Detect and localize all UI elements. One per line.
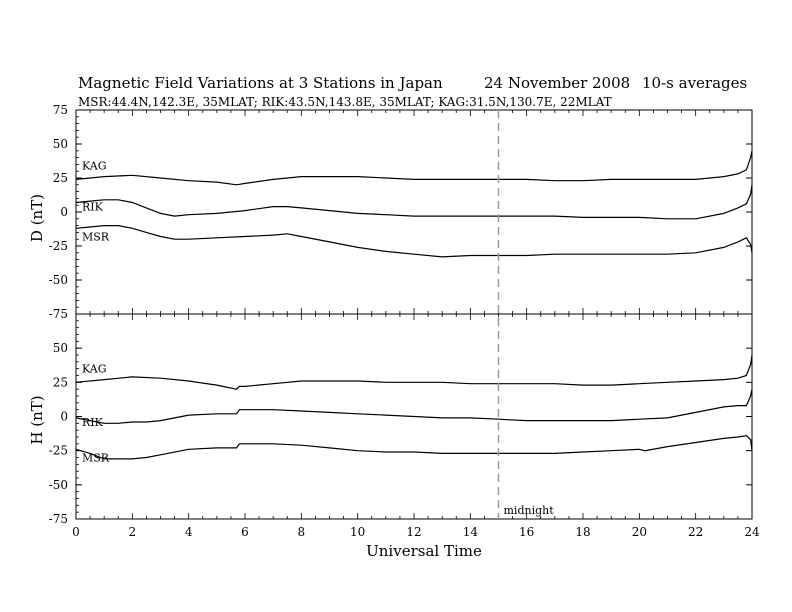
y-tick-label: -75 (48, 307, 68, 321)
midnight-label: midnight (503, 504, 554, 517)
x-tick-label: 22 (688, 525, 704, 539)
series-line-kag (76, 151, 752, 185)
y-tick-label: 25 (52, 171, 68, 185)
series-label-kag: KAG (82, 362, 107, 376)
y-tick-label: 75 (52, 103, 68, 117)
y-tick-label: 25 (52, 375, 68, 390)
series-label-rik: RIK (82, 200, 103, 214)
plot-layer (49, 103, 760, 539)
y-tick-label: -75 (48, 512, 68, 526)
series-label-msr: MSR (82, 451, 110, 465)
y-tick-label: -25 (48, 239, 68, 253)
y-tick-label: -25 (48, 443, 68, 458)
x-tick-label: 0 (72, 525, 80, 539)
x-tick-label: 14 (462, 525, 478, 539)
x-tick-label: 18 (575, 525, 591, 539)
x-tick-label: 24 (744, 525, 760, 539)
chart-title: Magnetic Field Variations at 3 Stations in Japan (78, 74, 443, 92)
x-tick-label: 20 (631, 525, 647, 539)
y-tick-label: 0 (60, 409, 68, 424)
series-label-kag: KAG (82, 159, 107, 173)
series-label-msr: MSR (82, 230, 110, 244)
y-tick-label: -50 (48, 273, 68, 287)
d-panel-ylabel: D (nT) (28, 193, 46, 243)
y-tick-label: 0 (60, 205, 68, 219)
x-tick-label: 12 (406, 525, 422, 539)
h-panel-ylabel: H (nT) (28, 395, 46, 445)
y-tick-label: 50 (52, 341, 68, 356)
x-tick-label: 4 (184, 525, 193, 539)
y-tick-label: -50 (48, 477, 68, 492)
x-tick-label: 2 (128, 525, 137, 539)
station-coordinates: MSR:44.4N,142.3E, 35MLAT; RIK:43.5N,143.8E, 35MLAT; KAG:31.5N,130.7E, 22MLAT (78, 95, 612, 109)
x-tick-label: 8 (297, 525, 306, 539)
y-tick-label: 50 (52, 137, 68, 151)
x-tick-label: 16 (519, 525, 535, 539)
x-axis-label: Universal Time (366, 542, 482, 560)
series-line-msr (76, 436, 752, 459)
x-tick-label: 10 (350, 525, 366, 539)
series-line-kag (76, 355, 752, 389)
x-tick-label: 6 (241, 525, 249, 539)
series-line-msr (76, 226, 752, 257)
chart-date: 24 November 2008 (484, 74, 631, 92)
panel-frame-0 (76, 110, 752, 314)
chart-averaging: 10-s averages (642, 74, 748, 92)
series-line-rik (76, 185, 752, 219)
series-line-rik (76, 389, 752, 423)
series-label-rik: RIK (82, 415, 103, 429)
